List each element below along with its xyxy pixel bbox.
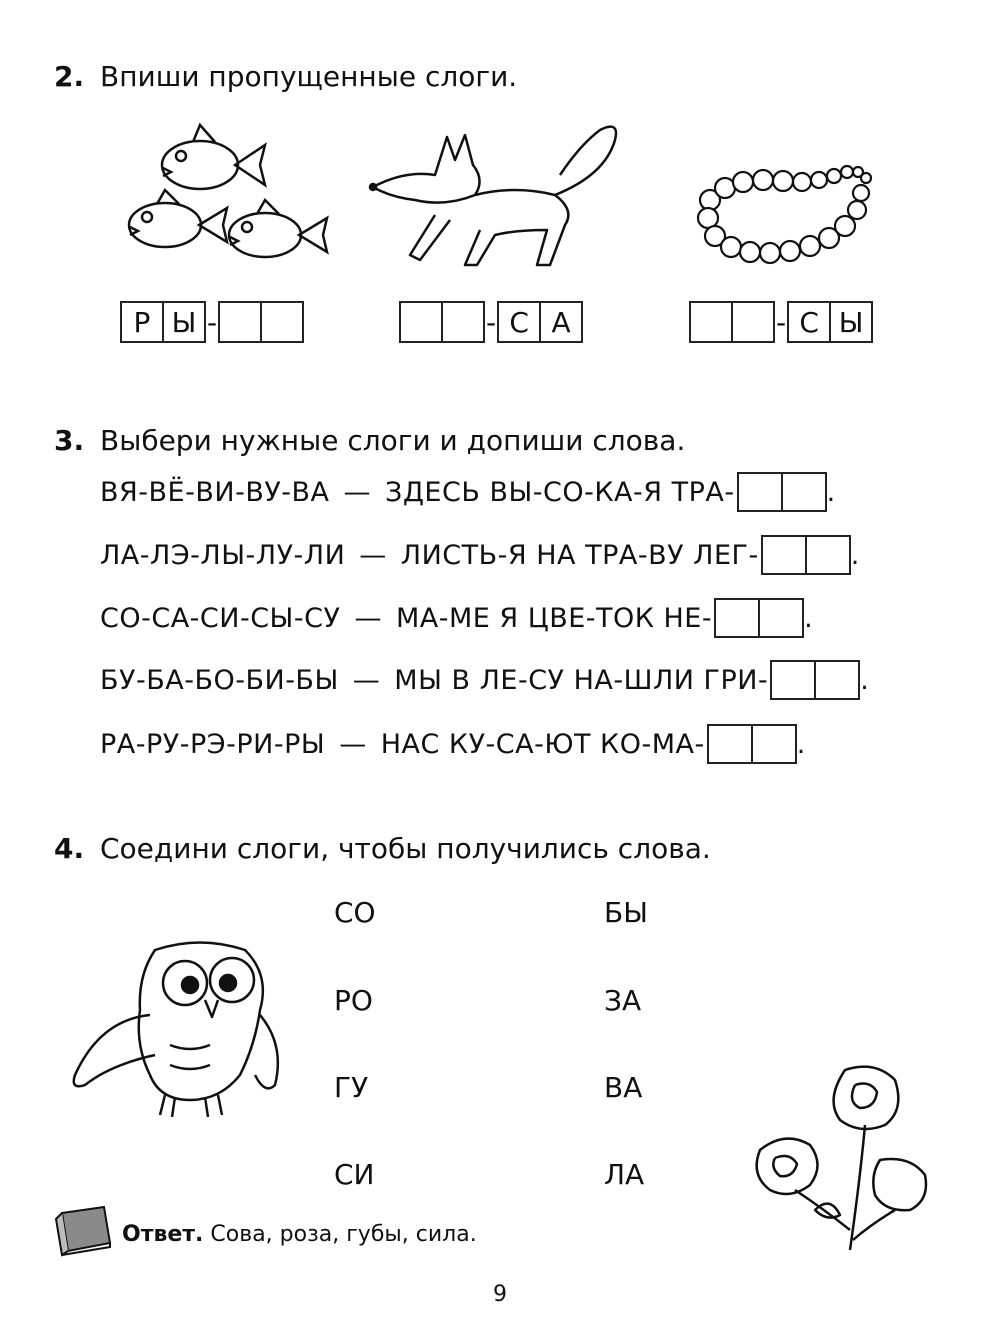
- left-syllable[interactable]: ГУ: [334, 1071, 369, 1104]
- answer-label: Ответ.: [122, 1222, 204, 1247]
- exercise-line: [100, 724, 806, 764]
- word-fish-boxes: [120, 301, 304, 343]
- syllable-options: ЛА-ЛЭ-ЛЫ-ЛУ-ЛИ: [100, 539, 346, 571]
- period: .: [860, 664, 870, 696]
- book-icon: [52, 1205, 114, 1255]
- exercise-line: [100, 535, 860, 575]
- task-2-instruction: Впиши пропущенные слоги.: [100, 60, 518, 93]
- fish-icon: [105, 120, 330, 280]
- answer: [122, 1222, 477, 1247]
- right-syllable[interactable]: БЫ: [604, 896, 648, 929]
- dash: —: [354, 602, 382, 634]
- task-3-instruction: Выбери нужные слоги и допиши слова.: [100, 424, 686, 457]
- owl-icon: [60, 935, 285, 1125]
- right-syllable[interactable]: ЗА: [604, 984, 642, 1017]
- fox-icon: [365, 115, 640, 280]
- left-syllable[interactable]: СО: [334, 896, 376, 929]
- roses-icon: [735, 1060, 945, 1260]
- period: .: [796, 728, 806, 760]
- hyphen: -: [776, 305, 787, 339]
- blank-cell[interactable]: [758, 598, 804, 638]
- blank-cell[interactable]: [805, 535, 851, 575]
- blank-cell[interactable]: [770, 660, 816, 700]
- exercise-line: [100, 472, 836, 512]
- period: .: [850, 539, 860, 571]
- beads-icon: [695, 160, 880, 270]
- period: .: [804, 602, 814, 634]
- blank-cell[interactable]: [761, 535, 807, 575]
- page-number: 9: [493, 1282, 507, 1307]
- answer-text: Сова, роза, губы, сила.: [210, 1222, 477, 1247]
- task-3-number: 3.: [54, 424, 85, 457]
- letter-cell: С: [497, 301, 541, 343]
- syllable-options: РА-РУ-РЭ-РИ-РЫ: [100, 728, 326, 760]
- word-fox-boxes: [399, 301, 583, 343]
- blank-cell[interactable]: [781, 472, 827, 512]
- blank-cell[interactable]: [260, 301, 304, 343]
- blank-cell[interactable]: [441, 301, 485, 343]
- task-4-instruction: Соедини слоги, чтобы получились слова.: [100, 832, 711, 865]
- blank-cell[interactable]: [399, 301, 443, 343]
- letter-cell: С: [787, 301, 831, 343]
- syllable-options: ВЯ-ВЁ-ВИ-ВУ-ВА: [100, 476, 330, 508]
- dash: —: [359, 539, 387, 571]
- left-syllable[interactable]: РО: [334, 984, 373, 1017]
- dash: —: [343, 476, 372, 508]
- letter-cell: Р: [120, 301, 164, 343]
- right-syllable[interactable]: ВА: [604, 1071, 643, 1104]
- sentence: МЫ В ЛЕ-СУ НА-ШЛИ ГРИ-: [394, 664, 769, 696]
- word-beads-boxes: [689, 301, 873, 343]
- blank-cell[interactable]: [689, 301, 733, 343]
- letter-cell: Ы: [829, 301, 873, 343]
- syllable-options: СО-СА-СИ-СЫ-СУ: [100, 602, 341, 634]
- syllable-options: БУ-БА-БО-БИ-БЫ: [100, 664, 339, 696]
- hyphen: -: [486, 305, 497, 339]
- letter-cell: Ы: [162, 301, 206, 343]
- blank-cell[interactable]: [714, 598, 760, 638]
- blank-cell[interactable]: [814, 660, 860, 700]
- blank-cell[interactable]: [751, 724, 797, 764]
- blank-cell[interactable]: [218, 301, 262, 343]
- dash: —: [339, 728, 367, 760]
- right-syllable[interactable]: ЛА: [604, 1158, 645, 1191]
- exercise-line: [100, 598, 813, 638]
- left-syllable[interactable]: СИ: [334, 1158, 375, 1191]
- sentence: ЗДЕСЬ ВЫ-СО-КА-Я ТРА-: [385, 476, 735, 508]
- hyphen: -: [207, 305, 218, 339]
- sentence: ЛИСТЬ-Я НА ТРА-ВУ ЛЕГ-: [400, 539, 759, 571]
- period: .: [826, 476, 836, 508]
- blank-cell[interactable]: [707, 724, 753, 764]
- sentence: МА-МЕ Я ЦВЕ-ТОК НЕ-: [395, 602, 713, 634]
- sentence: НАС КУ-СА-ЮТ КО-МА-: [380, 728, 705, 760]
- task-4-number: 4.: [54, 832, 85, 865]
- task-2-number: 2.: [54, 60, 85, 93]
- dash: —: [352, 664, 381, 696]
- letter-cell: А: [539, 301, 583, 343]
- blank-cell[interactable]: [731, 301, 775, 343]
- exercise-line: [100, 660, 869, 700]
- blank-cell[interactable]: [737, 472, 783, 512]
